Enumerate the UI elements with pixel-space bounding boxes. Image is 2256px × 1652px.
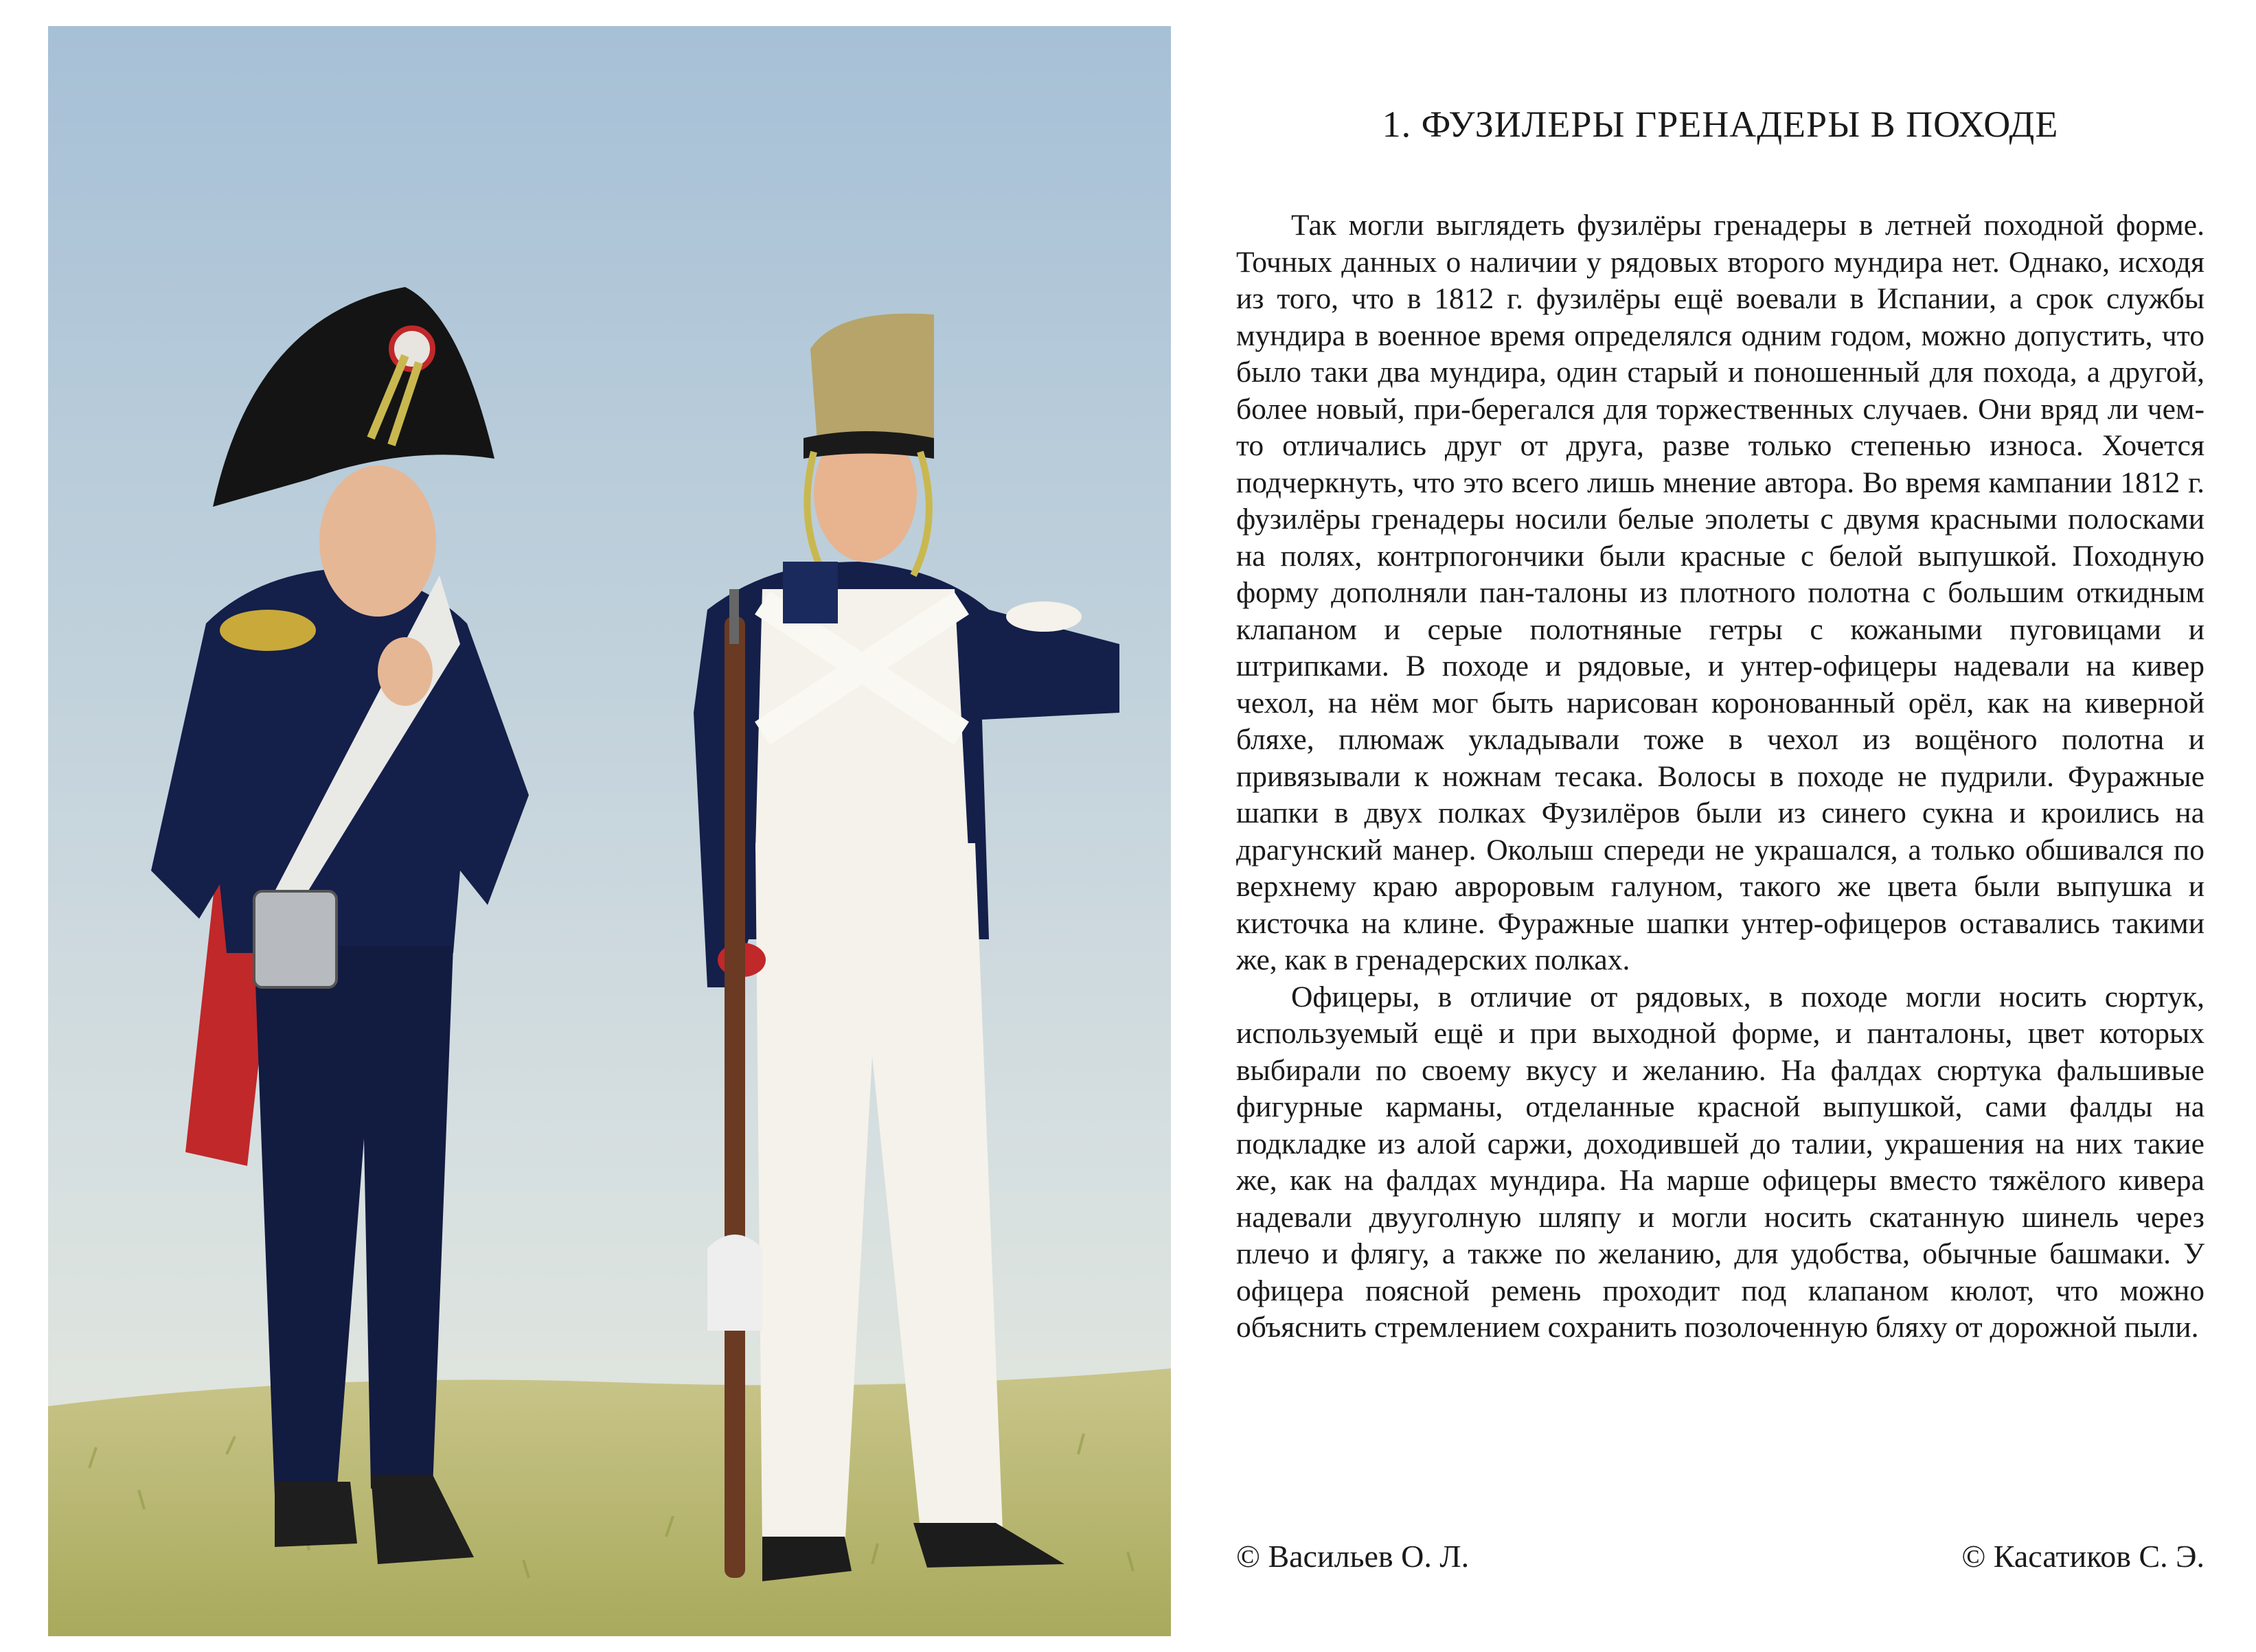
officer-epaulette	[220, 610, 316, 651]
copyright-author: © Васильев О. Л.	[1236, 1539, 1470, 1574]
officer-face	[319, 466, 436, 617]
grass-ground	[48, 1368, 1171, 1636]
paragraph-2: Офицеры, в отличие от рядовых, в походе могли носить сюртук, используемый ещё и при выходной форме, и панталоны, цвет которых выбирали по своему вкусу и желанию. На фалдах сюртука фальшивые фигурные карманы, отделанные красной выпушкой, сами фалды на подкладке из алой саржи, доходившей до талии, украшения на них такие же, как на фалдах мундира. На марше офицеры вместо тяжёлого кивера надевали двууголную шляпу и могли носить скатанную шинель через плечо и флягу, а также по желанию, для удобства, обычные башмаки. У офицера поясной ремень проходит под клапаном кюлот, что можно объяснить стремлением сохранить позолоченную бляху от дорожной пыли.	[1236, 980, 2204, 1344]
grenadier-lock-cover	[707, 1235, 762, 1331]
soldiers-painting	[48, 26, 1171, 1636]
grenadier-musket-stock	[725, 617, 745, 1578]
grenadier-epaulette	[1006, 601, 1082, 632]
text-panel	[1236, 103, 2204, 1346]
copyright-row	[1236, 1538, 2204, 1574]
grenadier-musket-barrel	[729, 589, 739, 644]
grenadier-backpack	[783, 562, 838, 623]
officer-flask	[254, 891, 337, 987]
card-title: 1. ФУЗИЛЕРЫ ГРЕНАДЕРЫ В ПОХОДЕ	[1382, 104, 2059, 145]
grenadier-shako-cover	[810, 314, 934, 441]
illustration-painting	[48, 26, 1171, 1636]
officer-hand	[378, 637, 433, 706]
officer-left-boot	[275, 1482, 357, 1547]
copyright-illustrator: © Касатиков С. Э.	[1961, 1539, 2204, 1574]
paragraph-1: Так могли выглядеть фузилёры гренадеры в летней походной форме. Точных данных о наличии у рядовых второго мундира нет. Однако, исходя из того, что в 1812 г. фузилёры ещё воевали в Испании, а срок службы мундира в военное время определялся одним годом, можно допустить, что было таки два мундира, один старый и поношенный для похода, а другой, более новый, при-берегался для торжественных случаев. Они вряд ли чем-то отличались друг от друга, разве только степенью износа. Хочется подчеркнуть, что это всего лишь мнение автора. Во время кампании 1812 г. фузилёры гренадеры носили белые эполеты с двумя красными полосками на полях, контрпогончики были красные с белой выпушкой. Походную форму дополняли пан-талоны из плотного полотна с большим откидным клапаном и серые полотняные гетры с кожаными пуговицами и штрипками. В походе и рядовые, и унтер-офицеры надевали на кивер чехол, на нём мог быть нарисован коронованный орёл, как на киверной бляхе, плюмаж укладывали тоже в чехол из вощёного полотна и привязывали к ножнам тесака. Волосы в походе не пудрили. Фуражные шапки в двух полках Фузилёров были из синего сукна и кроились на драгунский манер. Околыш спереди не украшался, а только обшивался по верхнему краю авроровым галуном, такого же цвета были выпушка и кисточка на клине. Фуражные шапки унтер-офицеров оставались такими же, как в гренадерских полках.	[1236, 209, 2204, 976]
